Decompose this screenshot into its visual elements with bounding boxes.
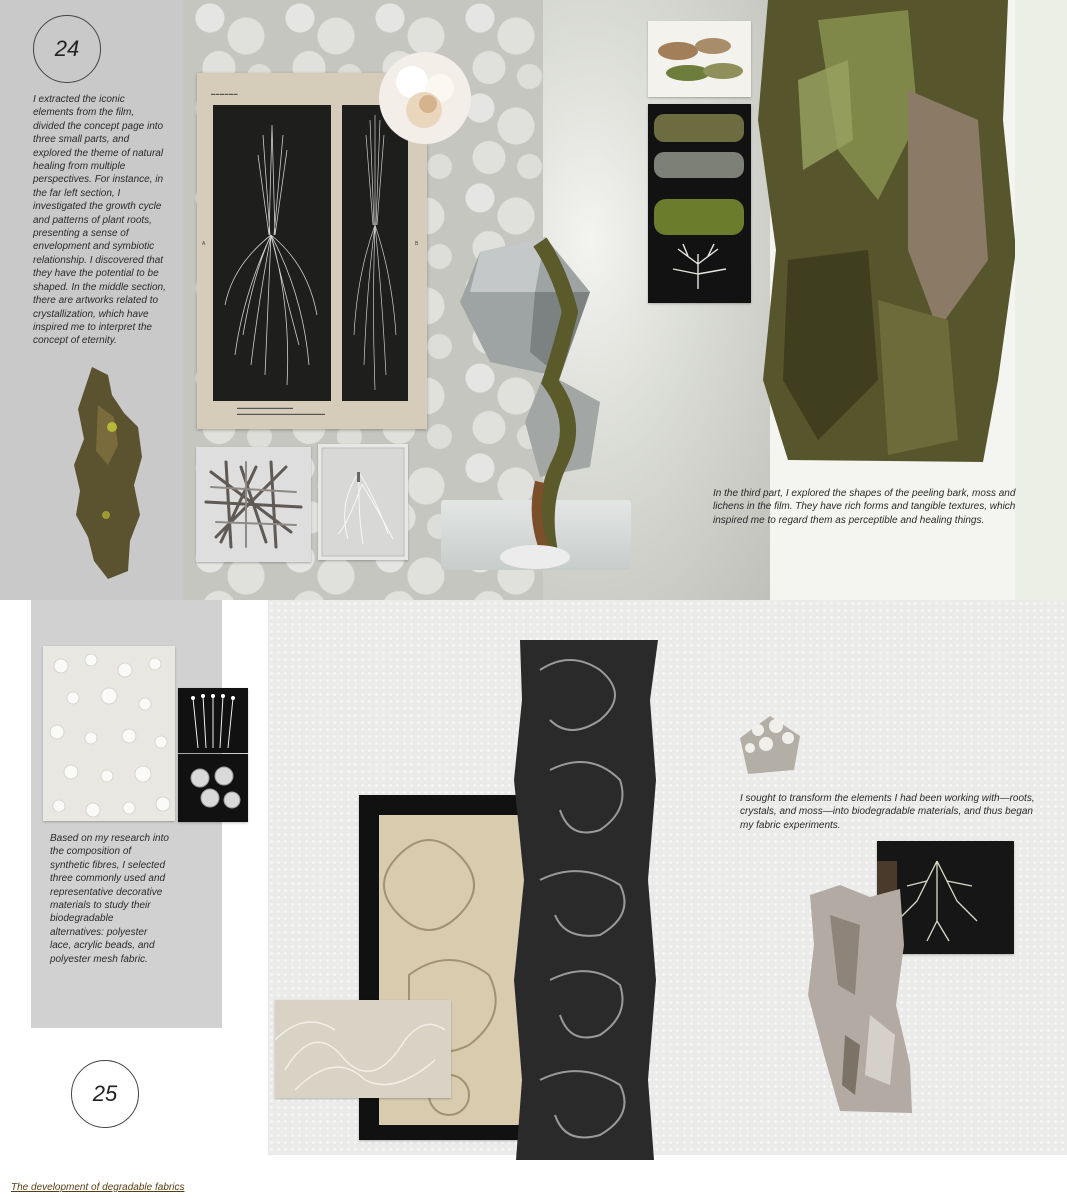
page-25 xyxy=(0,600,1067,1170)
page-number-25: 25 xyxy=(71,1060,139,1128)
moss-specimens-row-image xyxy=(648,21,751,97)
root-drawing-a xyxy=(213,105,331,401)
moss-covered-bark-image xyxy=(758,0,1018,470)
fabric-experiment-paragraph: I sought to transform the elements I had been working with—roots, crystals, and moss—into biodegradable materials, and thus began my fabric experiments. xyxy=(740,793,1035,831)
sequin-embroidery-image xyxy=(43,646,175,821)
black-lace-strip-image xyxy=(510,640,660,1160)
page-number-24: 24 xyxy=(33,15,101,83)
polyester-mesh-fabric-image xyxy=(275,1000,451,1098)
acrylic-bead-strands-image xyxy=(178,688,248,753)
fibre-resin-block-image xyxy=(318,444,408,560)
bark-fragment-image xyxy=(68,365,150,583)
bleached-bark-image xyxy=(800,885,915,1115)
fibre-paragraph: Based on my research into the composition of synthetic fibres, I selected three commonly used and representative decorative materials to study their biodegradable alternatives: polyester lace, acrylic beads, and polyester mesh fabric. xyxy=(50,833,169,965)
acrylic-beads-image xyxy=(178,754,248,822)
herbarium-label-a: A xyxy=(202,241,206,247)
bark-paragraph: In the third part, I explored the shapes of the peeling bark, moss and lichens in the film. They have rich forms and tangible textures, which inspired me to regard them as perceptible and healing things. xyxy=(713,488,1016,526)
calcite-crystal-specimen-image xyxy=(440,232,630,572)
footer-link[interactable]: The development of degradable fabrics xyxy=(11,1182,185,1193)
intro-paragraph: I extracted the iconic elements from the film, divided the concept page into three small parts, and explored the theme of natural healing from multiple perspectives. For instance, in the far left section, I investigated the growth cycle and patterns of plant roots, presenting a sense of envelopment and symbiotic relationship. I discovered that they have the potential to be shaped. In the middle section, there are artworks related to crystallization, which have inspired me to interpret the concept of eternity. xyxy=(33,94,166,347)
moss-samples-stack-image xyxy=(648,104,751,303)
twig-cube-sculpture-image xyxy=(196,447,311,562)
root-plate-a xyxy=(213,105,331,401)
crystal-flower-image xyxy=(372,38,478,158)
herbarium-label-b: B xyxy=(415,241,419,247)
crystal-cluster-image xyxy=(730,708,810,780)
herbarium-caption-lines: ▬▬▬▬▬▬▬▬▬▬▬▬▬▬ ▬▬▬▬▬▬▬▬▬▬▬▬▬▬▬▬▬▬▬▬▬▬ xyxy=(237,405,325,416)
herbarium-header-text: ▬▬▬▬▬▬ xyxy=(211,91,238,96)
